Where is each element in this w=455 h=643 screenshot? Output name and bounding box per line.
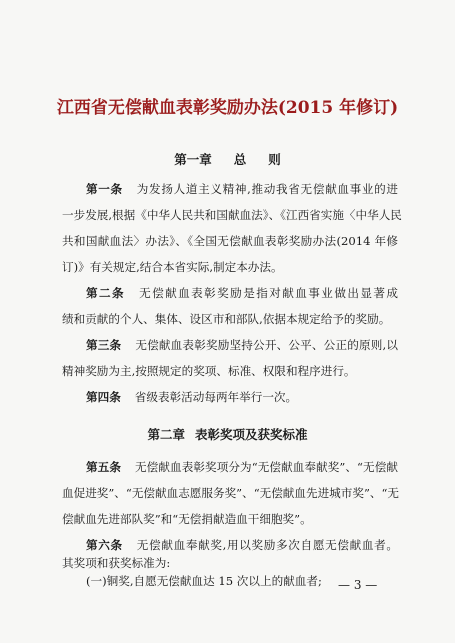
chapter-1-heading bbox=[0, 150, 455, 168]
article-4-text-1: 省级表彰活动每两年举行一次。 bbox=[134, 390, 298, 404]
article-5-label: 第五条 bbox=[86, 460, 122, 474]
article-1-line-2: 一步发展,根据《中华人民共和国献血法》、《江西省实施〈中华人民 bbox=[62, 208, 402, 222]
article-3-line-1 bbox=[86, 337, 398, 353]
chapter-1-name-2: 则 bbox=[268, 152, 281, 167]
article-3-line-2: 精神奖励为主,按照规定的奖项、标准、权限和程序进行。 bbox=[62, 364, 356, 378]
article-5-line-3: 偿献血先进部队奖”和“无偿捐献造血干细胞奖”。 bbox=[62, 512, 312, 526]
article-4-label: 第四条 bbox=[86, 390, 121, 404]
article-3-label: 第三条 bbox=[86, 338, 122, 352]
article-5-line-1 bbox=[86, 459, 398, 475]
chapter-2-heading bbox=[0, 425, 455, 443]
article-3-text-1: 无偿献血表彰奖励坚持公开、公平、公正的原则,以 bbox=[135, 338, 398, 352]
chapter-2-name: 表彰奖项及获奖标准 bbox=[195, 427, 308, 442]
chapter-1-label: 第一章 bbox=[174, 152, 212, 167]
article-1-text-1: 为发扬人道主义精神,推动我省无偿献血事业的进 bbox=[136, 182, 398, 196]
article-6-label: 第六条 bbox=[86, 538, 123, 552]
article-2-line-1 bbox=[86, 285, 398, 301]
document-title: 江西省无偿献血表彰奖励办法(2015 年修订) bbox=[56, 98, 399, 118]
article-1-line-3: 共和国献血法〉办法》、《全国无偿献血表彰奖励办法(2014 年修 bbox=[62, 234, 398, 248]
article-4-line-1 bbox=[86, 389, 398, 405]
article-6-line-1 bbox=[86, 537, 398, 553]
page-number: — 3 — bbox=[338, 578, 378, 592]
article-6-line-2: 其奖项和获奖标准为: bbox=[62, 556, 171, 570]
article-1-label: 第一条 bbox=[86, 182, 123, 196]
article-6-text-1: 无偿献血奉献奖,用以奖励多次自愿无偿献血者。 bbox=[136, 538, 398, 552]
article-6-line-3: (一)铜奖,自愿无偿献血达 15 次以上的献血者; bbox=[86, 574, 322, 588]
chapter-1-name: 总 bbox=[233, 152, 247, 167]
article-2-text-1: 无偿献血表彰奖励是指对献血事业做出显著成 bbox=[139, 286, 398, 300]
article-5-line-2: 血促进奖”、“无偿献血志愿服务奖”、“无偿献血先进城市奖”、“无 bbox=[62, 486, 400, 500]
article-1-line-4: 订)》有关规定,结合本省实际,制定本办法。 bbox=[62, 260, 283, 274]
article-1-line-1 bbox=[86, 181, 398, 197]
article-2-line-2: 绩和贡献的个人、集体、设区市和部队,依据本规定给予的奖励。 bbox=[62, 312, 391, 326]
article-2-label: 第二条 bbox=[86, 286, 126, 300]
article-5-text-1: 无偿献血表彰奖项分为“无偿献血奉献奖”、“无偿献 bbox=[135, 460, 398, 474]
chapter-2-label: 第二章 bbox=[147, 427, 185, 442]
